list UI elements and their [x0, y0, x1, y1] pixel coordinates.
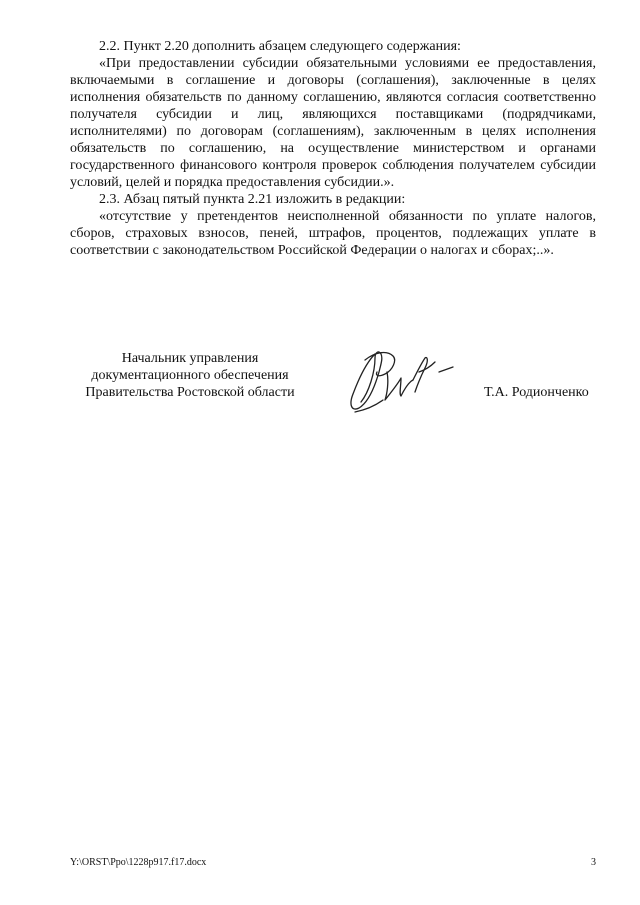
- position-line: документационного обеспечения: [91, 368, 289, 383]
- position-line: Начальник управления: [121, 351, 259, 366]
- footer-file-path: Y:\ORST\Ppo\1228p917.f17.docx: [70, 857, 207, 868]
- paragraph-2-3: 2.3. Абзац пятый пункта 2.21 изложить в редакции:: [99, 192, 406, 207]
- handwritten-signature: [335, 342, 465, 422]
- paragraph-2-2: 2.2. Пункт 2.20 дополнить абзацем следующего содержания:: [99, 39, 461, 54]
- document-body: [70, 38, 596, 259]
- paragraph-2-2-content: «При предоставлении субсидии обязательными условиями ее предоставления, включаемыми в соглашение и договоры (соглашения), заключенные в целях исполнения обязательств по данному соглашению, являются согласия соответственно получателя субсидии и лиц, являющихся поставщиками (подрядчиками, исполнителями) по договорам (соглашениям), заключенным в целях исполнения обязательств по соглашению, на осуществление министерством и органами государственного финансового контроля проверок соблюдения получателем субсидии условий, целей и порядка предоставления субсидии.».: [70, 56, 596, 190]
- signer-name: Т.А. Родионченко: [484, 385, 589, 400]
- position-line: Правительства Ростовской области: [85, 385, 295, 400]
- paragraph-2-3-content: «отсутствие у претендентов неисполненной обязанности по уплате налогов, сборов, страховых взносов, пеней, штрафов, процентов, подлежащих уплате в соответствии с законодательством Российской Федерации о налогах и сборах;..».: [70, 209, 596, 258]
- page-number: 3: [591, 857, 596, 868]
- signature-block: [0, 350, 640, 430]
- signer-position: [60, 350, 320, 401]
